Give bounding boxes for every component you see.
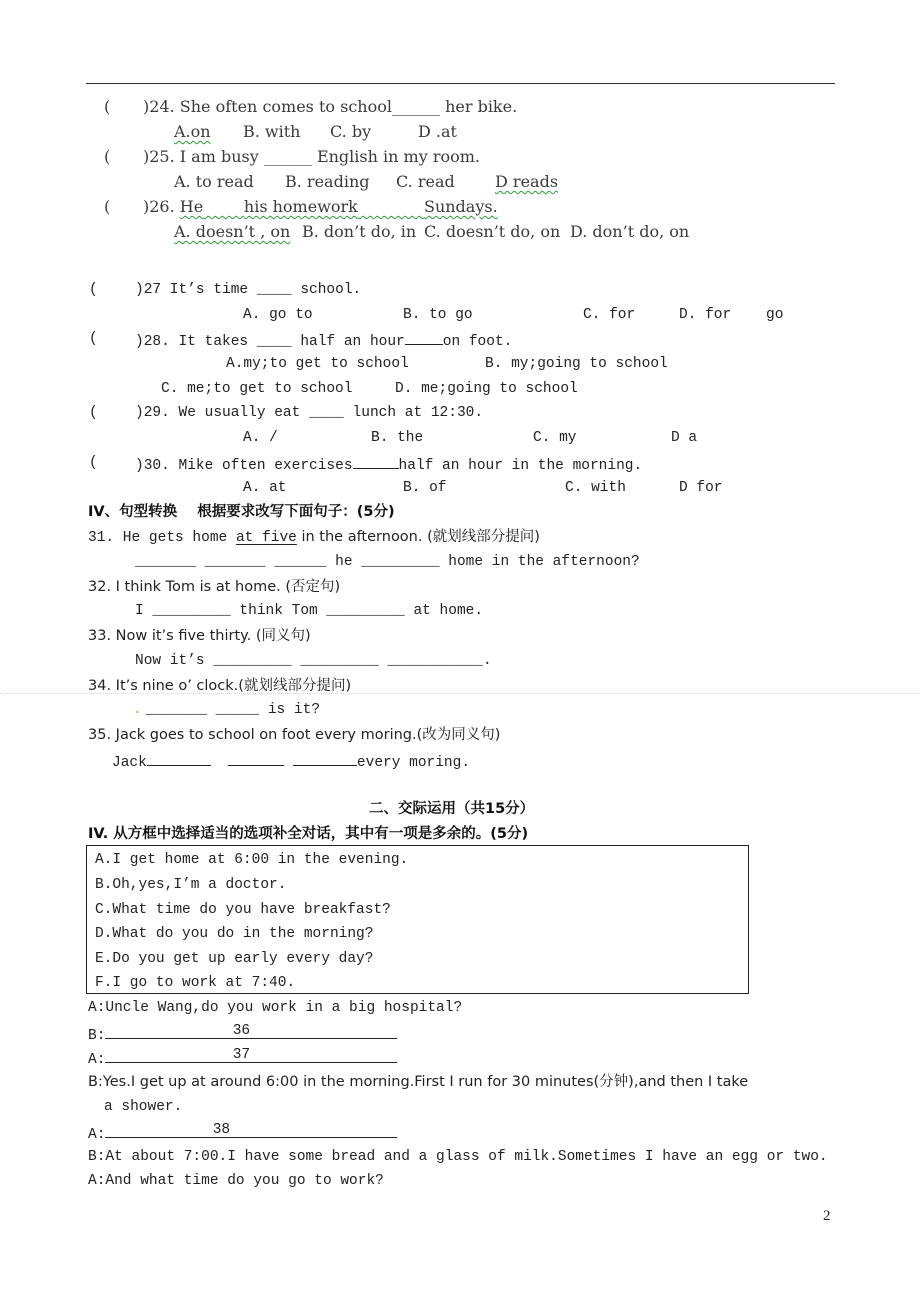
dialog-line-38[interactable]: A: 38: [88, 1122, 397, 1145]
q31-sentence: 31. He gets home at five in the afternoon. (就划线部分提问): [88, 529, 540, 546]
q33-answer-line[interactable]: Now it’s _________ _________ ___________.: [135, 653, 492, 669]
q24-option-a: A.on: [174, 122, 211, 141]
section-heading-sentence-transform: IV、句型转换 根据要求改写下面句子：(5分): [88, 504, 395, 520]
q28-option-d: D. me;going to school: [395, 381, 578, 397]
q35-answer-line[interactable]: Jack every moring.: [112, 750, 470, 773]
box-option-d: D.What do you do in the morning?: [95, 926, 374, 942]
q26-option-c: C. doesn’t do, on: [424, 222, 561, 241]
q27-option-a: A. go to: [243, 307, 313, 323]
box-option-a: A.I get home at 6:00 in the evening.: [95, 852, 409, 868]
q29-paren: (: [89, 405, 98, 421]
q27-option-c: C. for: [583, 307, 636, 323]
q32-answer-line[interactable]: I _________ think Tom _________ at home.: [135, 603, 484, 619]
dialog-line-37[interactable]: A: 37: [88, 1047, 397, 1070]
q28-paren: (: [89, 331, 98, 347]
q24-paren: (: [104, 97, 111, 116]
dialog-line-1: A:Uncle Wang,do you work in a big hospital?: [88, 1000, 463, 1016]
box-option-b: B.Oh,yes,I’m a doctor.: [95, 877, 287, 893]
q32-sentence: 32. I think Tom is at home. (否定句): [88, 579, 341, 595]
q30-option-d: D for: [679, 480, 723, 496]
q26-paren: (: [104, 197, 111, 216]
q24-text: )24. She often comes to school______ her bike.: [143, 97, 518, 116]
q27-option-b: B. to go: [403, 307, 473, 323]
q29-option-b: B. the: [371, 430, 424, 446]
q26-option-d: D. don’t do, on: [570, 222, 690, 241]
q34-mark: .: [133, 702, 142, 718]
q25-option-c: C. read: [396, 172, 455, 191]
header-rule: [86, 83, 835, 84]
box-option-c: C.What time do you have breakfast?: [95, 902, 391, 918]
q26-option-a: A. doesn’t , on: [174, 222, 291, 241]
page-number: 2: [823, 1208, 831, 1224]
box-option-e: E.Do you get up early every day?: [95, 951, 374, 967]
q29-option-c: C. my: [533, 430, 577, 446]
q27-paren: (: [89, 282, 98, 298]
section-heading-dialog: IV. 从方框中选择适当的选项补全对话，其中有一项是多余的。(5分): [88, 826, 529, 842]
q25-paren: (: [104, 147, 111, 166]
q28-option-a: A.my;to get to school: [226, 356, 409, 372]
dialog-line-7: A:And what time do you go to work?: [88, 1173, 384, 1189]
q29-option-a: A. /: [243, 430, 278, 446]
q30-option-b: B. of: [403, 480, 447, 496]
q34-answer-line[interactable]: _______ _____ is it?: [146, 702, 321, 718]
q28-option-c: C. me;to get to school: [161, 381, 353, 397]
q29-option-d: D a: [671, 430, 698, 446]
q24-option-b: B. with: [243, 122, 301, 141]
q26-text: )26. He his homework Sundays.: [143, 197, 498, 216]
q25-option-b: B. reading: [285, 172, 370, 191]
q25-text: )25. I am busy ______ English in my room.: [143, 147, 480, 166]
q24-option-d: D .at: [418, 122, 457, 141]
q30-option-c: C. with: [565, 480, 626, 496]
q28-option-b: B. my;going to school: [485, 356, 668, 372]
q27-text: )27 It’s time ____ school.: [135, 282, 362, 298]
q31-answer-line[interactable]: _______ _______ ______ he _________ home in the afternoon?: [135, 554, 640, 570]
dialog-line-6: B:At about 7:00.I have some bread and a glass of milk.Sometimes I have an egg or two.: [88, 1149, 828, 1165]
part-two-title: 二、交际运用（共15分）: [369, 801, 535, 817]
dialog-line-36[interactable]: B: 36: [88, 1023, 397, 1046]
q26-option-b: B. don’t do, in: [302, 222, 417, 241]
q25-option-a: A. to read: [174, 172, 254, 191]
q29-text: )29. We usually eat ____ lunch at 12:30.: [135, 405, 484, 421]
q24-option-c: C. by: [330, 122, 372, 141]
q28-text: )28. It takes ____ half an hour on foot.: [135, 329, 512, 352]
options-box: [86, 845, 749, 994]
q35-sentence: 35. Jack goes to school on foot every moring.(改为同义句): [88, 727, 501, 743]
dialog-line-4b: a shower.: [104, 1099, 183, 1115]
q33-sentence: 33. Now it’s five thirty. (同义句): [88, 628, 311, 644]
q25-option-d: D reads: [495, 172, 559, 191]
box-option-f: F.I go to work at 7:40.: [95, 975, 296, 991]
q34-sentence: 34. It’s nine o’ clock.(就划线部分提问): [88, 678, 352, 694]
q27-option-d: D. for go: [679, 307, 784, 323]
q30-paren: (: [89, 455, 98, 471]
q30-option-a: A. at: [243, 480, 287, 496]
q30-text: )30. Mike often exercises half an hour in the morning.: [135, 453, 642, 476]
dialog-line-4: B:Yes.I get up at around 6:00 in the morning.First I run for 30 minutes(分钟),and then I take: [88, 1074, 749, 1090]
